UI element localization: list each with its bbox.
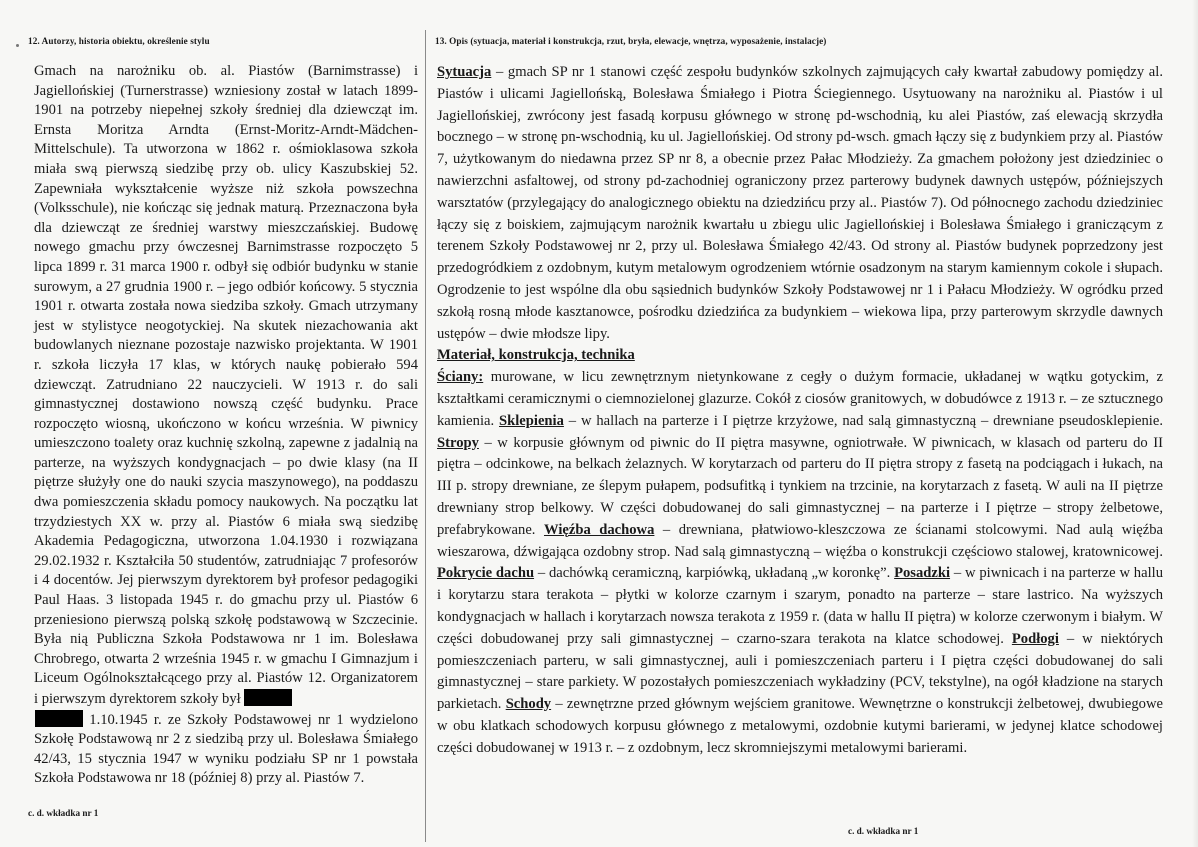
history-paragraph-before: Gmach na narożniku ob. al. Piastów (Barnimstrasse) i Jagiellońskiej (Turnerstrasse) wzniesiony został w latach 1899-1901 na potrzeby niepełnej szkoły średniej dla dziewcząt im. Ernsta Moritza Arndta (Ernst-Moritz-Arndt-Mädchen-Mittelschule). Ta utworzona w 1862 r. ośmioklasowa szkoła miała swą pierwszą siedzibę przy ob. ulicy Kaszubskiej 52. Zapewniała wykształcenie wyższe niż szkoła powszechna (Volksschule), nie kończąc się jednak maturą. Przeznaczona była dla dziewcząt ze średniej warstwy mieszczańskiej. Budowę nowego gmachu przy ówczesnej Barnimstrasse rozpoczęto 5 lipca 1899 r. 31 marca 1900 r. odbył się odbiór budynku w stanie surowym, a 27 grudnia 1900 r. – jego odbiór końcowy. 5 stycznia 1901 r. otwarta została nowa siedziba szkoły. Gmach utrzymany jest w stylistyce neogotyckiej. Na skutek niezachowania akt budowlanych nieznane pozostaje nazwisko projektanta. W 1901 r. szkoła liczyła 17 klas, w których naukę pobierało 594 dziewcząt. Zatrudniano 22 nauczycieli. W 1913 r. do sali gimnastycznej dostawiono nowszą część budynku. Prace rozpoczęto wiosną, ukończono w końcu września. W piwnicy umieszczono toalety oraz kuchnię szkolną, zapewne z jadalnią na parterze, na wyższych kondygnacjach – po dwie klasy (na II piętrze służyły one do nauki szycia maszynowego), na poddaszu dwa pomieszczenia składu pomocy naukowych. Na początku lat trzydziestych XX w. przy al. Piastów 6 miała swą siedzibę Akademia Pedagogiczna, utworzona 1.04.1930 i rozwiązana 29.02.1932 r. Kształciła 50 studentów, zatrudniając 7 profesorów i 4 docentów. Jej pierwszym dyrektorem był profesor pedagogiki Paul Haas. 3 listopada 1945 r. do gmachu przy ul. Piastów 6 przeniesiono pierwszą polską szkołę podstawową w Szczecinie. Była nią Publiczna Szkoła Podstawowa nr 1 im. Bolesława Chrobrego, otwarta 2 września 1945 r. w gmachu I Gimnazjum i Liceum Ogólnokształcącego przy al. Piastów 12. Organizatorem i pierwszym dyrektorem szkoły był [34, 63, 418, 707]
left-column [28, 36, 416, 836]
sciany-text: murowane, w licu zewnętrznym nietynkowane z cegły o dużym formacie, układanej w wątku gotyckim, z kształtkami ceramicznymi o ciemnozielonej glazurze. Cokół z ciosów granitowych, w dobudówce z 1913 r. – ze sztucznego kamienia. [437, 369, 1163, 429]
history-paragraph-after: 1.10.1945 r. ze Szkoły Podstawowej nr 1 wydzielono Szkołę Podstawową nr 2 z siedzibą przy ul. Bolesława Śmiałego 42/43, 15 stycznia 1947 w wyniku podziału SP nr 1 powstała Szkoła Podstawowa nr 18 (później 8) przy al. Piastów 7. [34, 711, 418, 787]
sklepienia-heading: Sklepienia [499, 412, 564, 429]
scan-mark [16, 44, 19, 47]
redacted-name-box [244, 689, 292, 706]
history-text [34, 62, 418, 789]
section-13-label: 13. Opis (sytuacja, materiał i konstrukcja, rzut, bryła, elewacje, wnętrza, wyposażenie, instalacje) [435, 36, 827, 46]
scan-edge [1192, 0, 1198, 847]
description-text [437, 62, 1163, 760]
wiezba-text: – drewniana, płatwiowo-kleszczowa ze ścianami stolcowymi. Nad aulą więźba wieszarowa, dźwigająca ozdobny strop. Nad salą gimnastyczną – więźba o konstrukcji częściowo stalowej, kratownicowej. [437, 521, 1164, 560]
sytuacja-heading: Sytuacja [437, 64, 492, 80]
section-12-label: 12. Autorzy, historia obiektu, określenie stylu [28, 36, 210, 46]
sytuacja-text: – gmach SP nr 1 stanowi część zespołu budynków szkolnych zajmujących cały kwartał zabudowy pomiędzy al. Piastów i ulicami Jagiellońską, Bolesława Śmiałego i Piotra Ściegiennego. Usytuowany na narożniku al. Piastów i ul Jagiellońskiej, zwrócony jest fasadą korpusu głównego w stronę pd-wschodnią, ku alei Piastów, zaś elewacją skrzydła bocznego – w stronę pn-wschodnią, ku ul. Jagiellońskiej. Od strony pd-wsch. gmach łączy się z budynkiem przy al. Piastów 7, użytkowanym do niedawna przez SP nr 8, a obecnie przez Pałac Młodzieży. Za gmachem położony jest dziedziniec o nawierzchni asfaltowej, od strony pd-zachodniej ograniczony przez parterowy budynek dawnych ustępów, późniejszych warsztatów (przylegający do analogicznego obiektu na dziedzińcu przy al.. Piastów 7). Od północnego zachodu dziedziniec łączy się z boiskiem, zajmującym narożnik kwartału u zbiegu ulic Jagiellońskiej i Bolesława Śmiałego i graniczącym z terenem Szkoły Podstawowej nr 2, przy ul. Bolesława Śmiałego 42/43. Od strony al. Piastów budynek poprzedzony jest przedogródkiem z ozdobnym, kutym metalowym ogrodzeniem wtórnie osadzonym na starym kamiennym cokole i słupach. Ogrodzenie to jest wspólne dla obu sąsiednich budynków Szkoły Podstawowej nr 1 i Pałacu Młodzieży. W ogródku przed szkołą rosną młode kasztanowce, pośrodku dziedzińca za budynkiem – wiekowa lipa, przy parterowym skrzydle dawnych ustępów – dwie młodsze lipy. [437, 64, 1163, 342]
schody-text: – zewnętrzne przed głównym wejściem granitowe. Wewnętrzne o konstrukcji żelbetowej, dwubiegowe w obu klatkach schodowych korpusu głównego z metalowymi, ozdobnie kutymi barierami, w jedynej klatce schodowej części dobudowanej w 1913 r. – z ozdobnym, lecz skromniejszymi metalowymi barierami. [437, 696, 1163, 756]
podlogi-text: – w niektórych pomieszczeniach parteru, w sali gimnastycznej, auli i pomieszczeniach parteru i I piętra części dobudowanej do sali gimnastycznej – stare parkiety. W pozostałych pomieszczeniach wykładziny (PCV, tekstylne), na ogół kładzione na starych parkietach. [437, 630, 1163, 713]
posadzki-heading: Posadzki [894, 565, 951, 582]
stropy-heading: Stropy [437, 434, 479, 451]
material-heading: Materiał, konstrukcja, technika [437, 347, 635, 364]
stropy-text: – w korpusie głównym od piwnic do II piętra masywne, ogniotrwałe. W piwnicach, w klasach od parteru do II piętra – odcinkowe, na belkach żelaznych. W korytarzach od parteru do II piętra stropy z fasetą na podciągach i łukach, na III p. stropy drewniane, ze ślepym pułapem, podsufitką i tynkiem na trzcinie, na korytarzach z fasetą. W auli na II piętrze drewniany strop belkowy. W części dobudowanej do sali gimnastycznej – na parterze i I piętrze – stropy żelbetowe, prefabrykowane. [437, 434, 1163, 538]
redacted-name-box-2 [35, 710, 83, 727]
schody-heading: Schody [505, 696, 552, 713]
podlogi-heading: Podłogi [1011, 630, 1059, 647]
left-footer-continuation: c. d. wkładka nr 1 [28, 808, 99, 818]
pokrycie-heading: Pokrycie dachu [437, 565, 535, 582]
posadzki-text: – w piwnicach i na parterze w hallu i korytarzu stara terakota – płytki w kolorze czarnym i szarym, ponadto na parterze – stare lastrico. Na wyższych kondygnacjach w hallach i korytarzach nowsza terakota z 1959 r. (data w hallu II piętra) w kolorze czerwonym i białym. W części dobudowanej przy sali gimnastycznej – czarno-szara terakota na klatce schodowej. [437, 565, 1163, 647]
column-divider [425, 30, 426, 842]
sciany-heading: Ściany: [437, 369, 484, 386]
sklepienia-text: – w hallach na parterze i I piętrze krzyżowe, nad salą gimnastyczną – drewniane pseudosklepienie. [563, 412, 1163, 429]
pokrycie-text: – dachówką ceramiczną, karpiówką, układaną „w koronkę”. [534, 565, 895, 582]
wiezba-heading: Więźba dachowa [543, 521, 655, 538]
right-column [435, 36, 1163, 836]
right-footer-continuation: c. d. wkładka nr 1 [848, 826, 919, 836]
